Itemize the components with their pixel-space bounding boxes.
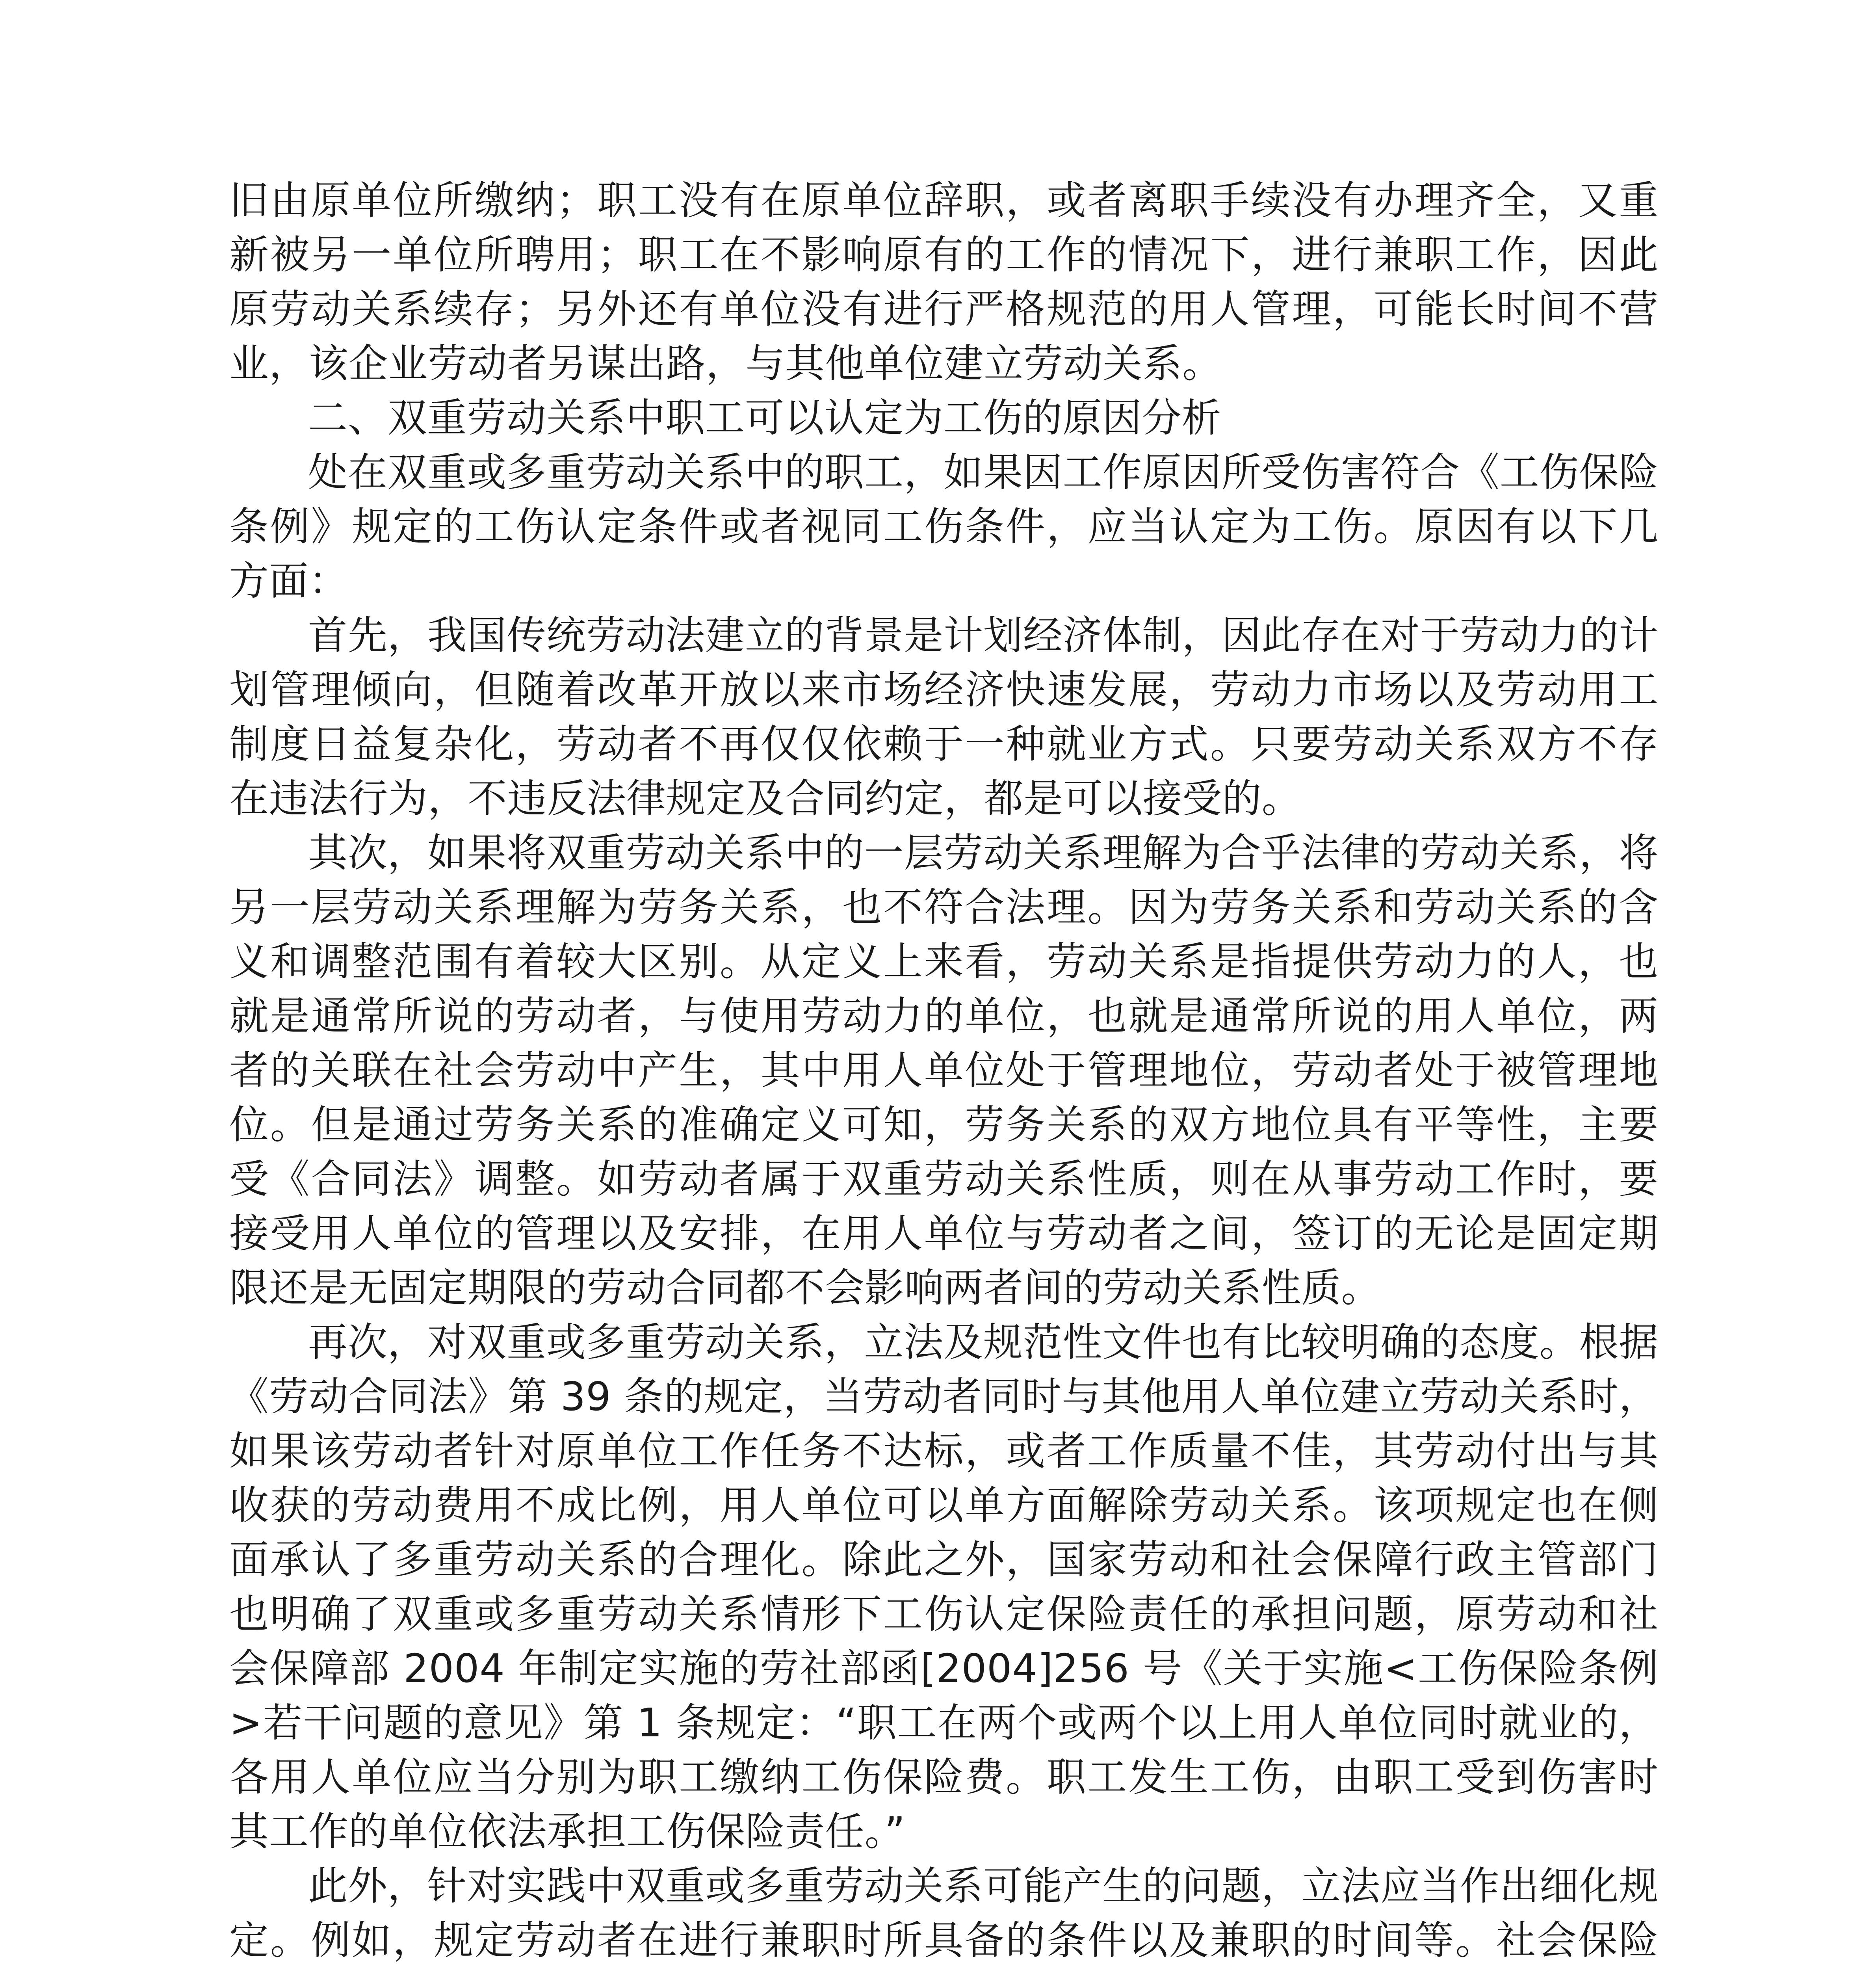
paragraph-continuation: 旧由原单位所缴纳；职工没有在原单位辞职，或者离职手续没有办理齐全，又重新被另一单位所聘用；职工在不影响原有的工作的情况下，进行兼职工作，因此原劳动关系续存；另外还有单位没有进行严格规范的用人管理，可能长时间不营业，该企业劳动者另谋出路，与其他单位建立劳动关系。 xyxy=(229,177,1659,387)
paragraph: 再次，对双重或多重劳动关系，立法及规范性文件也有比较明确的态度。根据《劳动合同法》第 39 条的规定，当劳动者同时与其他用人单位建立劳动关系时，如果该劳动者针对原单位工作任务不达标，或者工作质量不佳，其劳动付出与其收获的劳动费用不成比例，用人单位可以单方面解除劳动关系。该项规定也在侧面承认了多重劳动关系的合理化。除此之外，国家劳动和社会保障行政主管部门也明确了双重或多重劳动关系情形下工伤认定保险责任的承担问题，原劳动和社会保障部 2004 年制定实施的劳社部函[2004]256 号《关于实施<工伤保险条例>若干问题的意见》第 1 条规定：“职工在两个或两个以上用人单位同时就业的，各用人单位应当分别为职工缴纳工伤保险费。职工发生工伤，由职工受到伤害时其工作的单位依法承担工伤保险责任。” xyxy=(229,1319,1659,1855)
section-heading-2: 二、双重劳动关系中职工可以认定为工伤的原因分析 xyxy=(308,395,1222,441)
paragraph: 首先，我国传统劳动法建立的背景是计划经济体制，因此存在对于劳动力的计划管理倾向，但随着改革开放以来市场经济快速发展，劳动力市场以及劳动用工制度日益复杂化，劳动者不再仅仅依赖于一种就业方式。只要劳动关系双方不存在违法行为，不违反法律规定及合同约定，都是可以接受的。 xyxy=(229,612,1659,821)
paragraph: 此外，针对实践中双重或多重劳动关系可能产生的问题，立法应当作出细化规定。例如，规定劳动者在进行兼职时所具备的条件以及兼职的时间等。社会保险 xyxy=(229,1863,1659,1963)
paragraph: 处在双重或多重劳动关系中的职工，如果因工作原因所受伤害符合《工伤保险条例》规定的工伤认定条件或者视同工伤条件，应当认定为工伤。原因有以下几方面： xyxy=(229,449,1659,604)
paragraph: 其次，如果将双重劳动关系中的一层劳动关系理解为合乎法律的劳动关系，将另一层劳动关系理解为劳务关系，也不符合法理。因为劳务关系和劳动关系的含义和调整范围有着较大区别。从定义上来看，劳动关系是指提供劳动力的人，也就是通常所说的劳动者，与使用劳动力的单位，也就是通常所说的用人单位，两者的关联在社会劳动中产生，其中用人单位处于管理地位，劳动者处于被管理地位。但是通过劳务关系的准确定义可知，劳务关系的双方地位具有平等性，主要受《合同法》调整。如劳动者属于双重劳动关系性质，则在从事劳动工作时，要接受用人单位的管理以及安排，在用人单位与劳动者之间，签订的无论是固定期限还是无固定期限的劳动合同都不会影响两者间的劳动关系性质。 xyxy=(229,830,1659,1311)
document-body xyxy=(229,173,1659,1970)
